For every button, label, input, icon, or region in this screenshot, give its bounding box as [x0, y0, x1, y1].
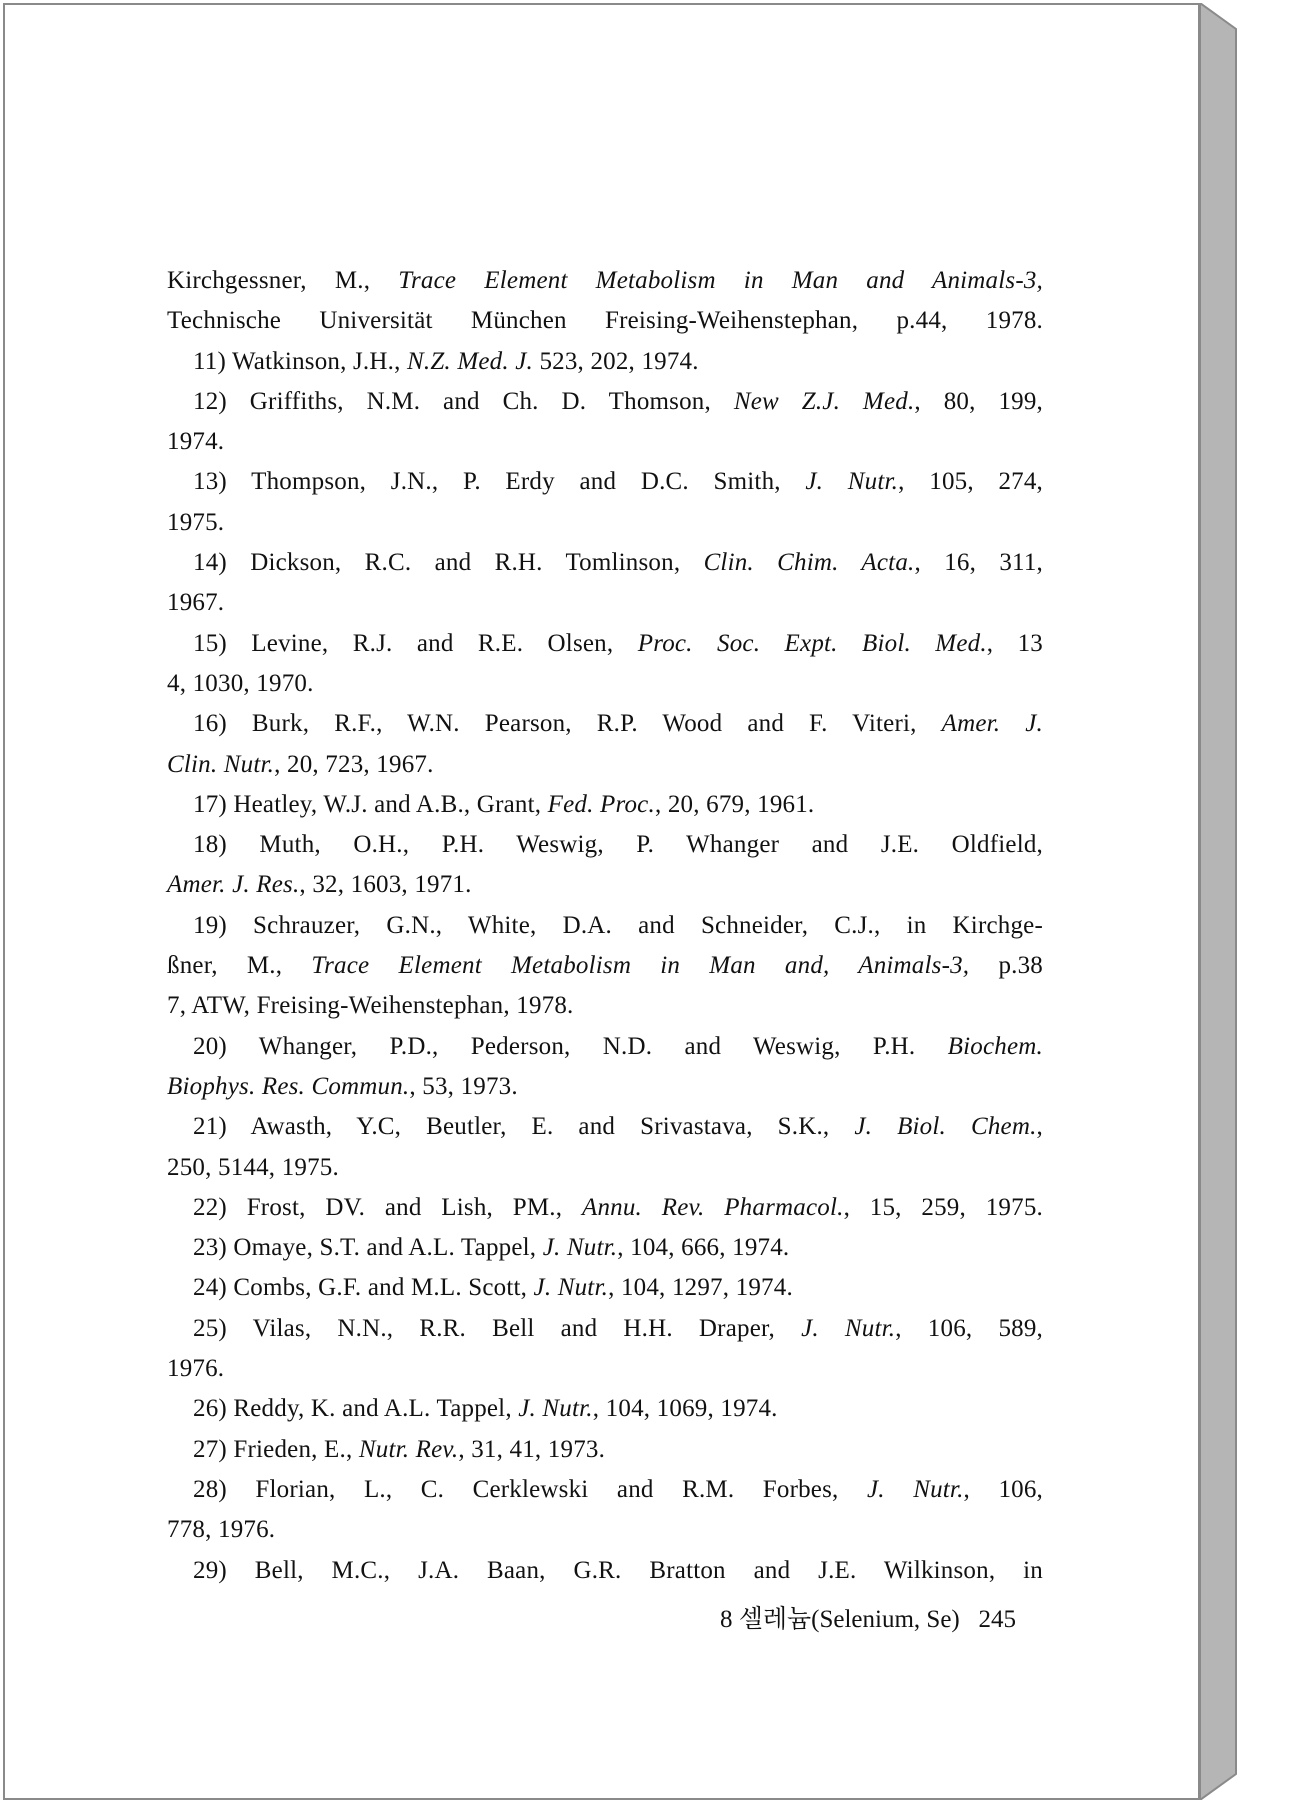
italic-citation-text: J. Nutr.	[866, 1475, 964, 1503]
citation-text: 1974.	[167, 428, 225, 456]
citation-text: Kirchgessner, M.,	[167, 267, 399, 294]
document-page	[3, 3, 1200, 1800]
citation-text: 15) Levine, R.J. and R.E. Olsen,	[193, 629, 638, 657]
citation-text: p.38	[969, 952, 1043, 980]
citation-text: , 106,	[963, 1475, 1044, 1503]
text-line	[167, 583, 1043, 623]
citation-text: 22) Frost, DV. and Lish, PM.,	[193, 1193, 582, 1221]
italic-citation-text: Annu. Rev. Pharmacol.	[581, 1193, 844, 1221]
citation-text: 29) Bell, M.C., J.A. Baan, G.R. Bratton and J.E. Wilkinson, in	[193, 1556, 1043, 1584]
citation-text: 23) Omaye, S.T. and A.L. Tappel,	[193, 1234, 543, 1262]
text-line	[167, 1148, 1043, 1188]
citation-text: 14) Dickson, R.C. and R.H. Tomlinson,	[193, 549, 704, 577]
italic-citation-text: J. Nutr.	[533, 1274, 609, 1302]
citation-text: , 15, 259, 1975.	[843, 1193, 1043, 1221]
text-line	[167, 422, 1043, 462]
text-line	[167, 664, 1043, 704]
text-line	[167, 462, 1043, 502]
citation-text: 778, 1976.	[167, 1516, 276, 1544]
text-line	[167, 342, 1043, 382]
text-line	[167, 624, 1043, 664]
text-line	[167, 785, 1043, 825]
citation-text: 1975.	[167, 508, 225, 536]
italic-citation-text: Nutr. Rev.	[358, 1435, 459, 1463]
italic-citation-text: J. Nutr.	[805, 468, 899, 496]
text-line	[167, 745, 1043, 785]
italic-citation-text: Amer. J. Res.	[167, 871, 300, 899]
citation-text: , 20, 723, 1967.	[274, 750, 434, 778]
citation-text: 4, 1030, 1970.	[167, 669, 314, 697]
italic-citation-text: Clin. Chim. Acta.	[703, 549, 915, 577]
italic-citation-text: J. Nutr.	[542, 1234, 618, 1262]
text-line	[167, 1510, 1043, 1550]
text-line	[167, 543, 1043, 583]
citation-text: 1976.	[167, 1355, 225, 1383]
citation-text: 18) Muth, O.H., P.H. Weswig, P. Whanger and J.E. Oldfield,	[193, 831, 1043, 859]
text-line	[167, 503, 1043, 543]
citation-text: , 106, 589,	[895, 1314, 1043, 1342]
citation-text: , 104, 1297, 1974.	[608, 1274, 793, 1302]
text-line	[167, 1107, 1043, 1147]
citation-text: , 104, 666, 1974.	[617, 1234, 790, 1262]
text-line	[167, 261, 1043, 301]
text-line	[167, 1067, 1043, 1107]
citation-text: , 13	[986, 629, 1043, 657]
text-line	[167, 1228, 1043, 1268]
citation-text: 13) Thompson, J.N., P. Erdy and D.C. Smith,	[193, 468, 806, 496]
citation-text: 1967.	[167, 589, 225, 617]
citation-text: 24) Combs, G.F. and M.L. Scott,	[193, 1274, 534, 1302]
text-line	[167, 946, 1043, 986]
citation-text: 26) Reddy, K. and A.L. Tappel,	[193, 1395, 519, 1423]
italic-citation-text: Fed. Proc.	[547, 790, 655, 818]
citation-text: , 32, 1603, 1971.	[299, 871, 472, 899]
text-line	[167, 825, 1043, 865]
page-spine	[1200, 3, 1240, 1800]
citation-text: ßner, M.,	[167, 952, 312, 980]
citation-text: 21) Awasth, Y.C, Beutler, E. and Srivastava, S.K.,	[193, 1113, 855, 1141]
text-line	[167, 1389, 1043, 1429]
citation-text: 25) Vilas, N.N., R.R. Bell and H.H. Draper,	[193, 1314, 802, 1342]
page-footer	[605, 1599, 1016, 1635]
text-line	[167, 1309, 1043, 1349]
citation-text: 250, 5144, 1975.	[167, 1153, 339, 1181]
italic-citation-text: Trace Element Metabolism in Man and, Animals-3,	[311, 952, 970, 980]
reference-list	[167, 261, 1043, 1591]
italic-citation-text: Biochem.	[947, 1032, 1043, 1060]
citation-text: 12) Griffiths, N.M. and Ch. D. Thomson,	[193, 387, 734, 415]
citation-text: Technische Universität München Freising-Weihenstephan, p.44, 1978.	[167, 307, 1043, 335]
citation-text: 28) Florian, L., C. Cerklewski and R.M. Forbes,	[193, 1475, 867, 1503]
citation-text: 20) Whanger, P.D., Pederson, N.D. and Weswig, P.H.	[193, 1032, 948, 1060]
text-line	[167, 865, 1043, 905]
citation-text: , 16, 311,	[914, 549, 1043, 577]
page-number: 245	[978, 1606, 1016, 1633]
chapter-title: 8 셀레늄(Selenium, Se)	[719, 1606, 960, 1633]
citation-text: 11) Watkinson, J.H.,	[193, 347, 407, 375]
text-line	[167, 1430, 1043, 1470]
text-line	[167, 1268, 1043, 1308]
citation-text: 17) Heatley, W.J. and A.B., Grant,	[193, 790, 548, 818]
italic-citation-text: Clin. Nutr.	[167, 750, 275, 778]
citation-text: , 80, 199,	[914, 387, 1044, 415]
text-line	[167, 382, 1043, 422]
citation-text: 27) Frieden, E.,	[193, 1435, 359, 1463]
italic-citation-text: Proc. Soc. Expt. Biol. Med.	[637, 629, 987, 657]
italic-citation-text: N.Z. Med. J.	[407, 347, 533, 375]
italic-citation-text: Amer. J.	[941, 710, 1044, 738]
citation-text: , 104, 1069, 1974.	[592, 1395, 778, 1423]
citation-text: , 53, 1973.	[409, 1072, 518, 1100]
citation-text: , 20, 679, 1961.	[654, 790, 815, 818]
citation-text: 19) Schrauzer, G.N., White, D.A. and Schneider, C.J., in Kirchge-	[193, 911, 1043, 939]
text-line	[167, 1027, 1043, 1067]
citation-text: , 105, 274,	[898, 468, 1044, 496]
citation-text: , 31, 41, 1973.	[458, 1435, 606, 1463]
text-line	[167, 1470, 1043, 1510]
text-line	[167, 1349, 1043, 1389]
text-line	[167, 986, 1043, 1026]
citation-text: 16) Burk, R.F., W.N. Pearson, R.P. Wood and F. Viteri,	[193, 710, 942, 738]
citation-text: ,	[1036, 1113, 1043, 1141]
citation-text: 7, ATW, Freising-Weihenstephan, 1978.	[167, 992, 574, 1020]
italic-citation-text: J. Nutr.	[801, 1314, 896, 1342]
text-line	[167, 1188, 1043, 1228]
italic-citation-text: Biophys. Res. Commun.	[167, 1072, 410, 1100]
text-line	[167, 704, 1043, 744]
italic-citation-text: Trace Element Metabolism in Man and Animals-3,	[398, 267, 1043, 294]
italic-citation-text: J. Nutr.	[518, 1395, 593, 1423]
italic-citation-text: New Z.J. Med.	[733, 387, 915, 415]
text-line	[167, 906, 1043, 946]
text-line	[167, 301, 1043, 341]
text-line	[167, 1551, 1043, 1591]
italic-citation-text: J. Biol. Chem.	[854, 1113, 1037, 1141]
citation-text: 523, 202, 1974.	[533, 347, 699, 375]
